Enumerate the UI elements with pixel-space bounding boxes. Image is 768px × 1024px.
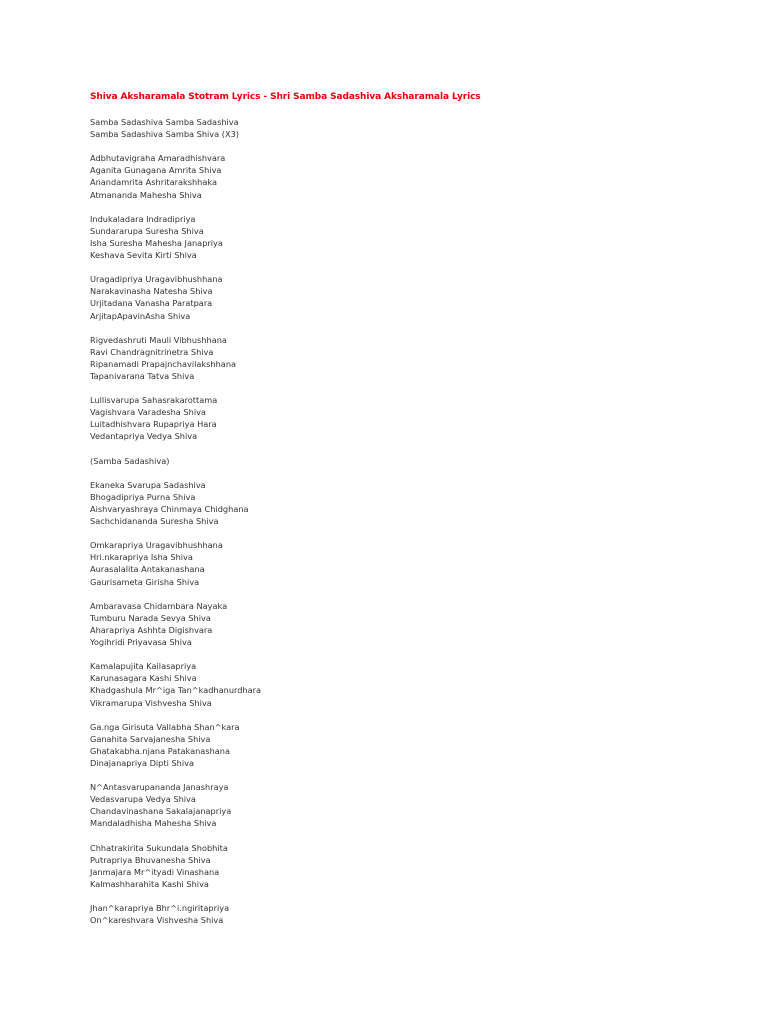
lyrics-line: Tumburu Narada Sevya Shiva (90, 612, 211, 623)
lyrics-stanza (90, 660, 261, 708)
lyrics-body (90, 116, 261, 938)
lyrics-line: Khadgashula Mr^iga Tan^kadhanurdhara (90, 685, 262, 696)
lyrics-line: Janmajara Mr^ityadi Vinashana (90, 866, 220, 877)
lyrics-line: Ripanamadi Prapajnchavilakshhana (90, 358, 237, 369)
lyrics-line: Omkarapriya Uragavibhushhana (90, 540, 223, 551)
lyrics-line: Aurasalalita Antakanashana (90, 564, 205, 575)
lyrics-line: Kalmashharahita Kashi Shiva (90, 878, 209, 889)
lyrics-line: Urjitadana Vanasha Paratpara (90, 298, 213, 309)
lyrics-line: Vikramarupa Vishvesha Shiva (90, 697, 212, 708)
lyrics-line: Ekaneka Svarupa Sadashiva (90, 479, 206, 490)
lyrics-line: (Samba Sadashiva) (90, 455, 170, 466)
lyrics-line: Ravi Chandragnitrinetra Shiva (90, 346, 214, 357)
lyrics-line: Rigvedashruti Mauli Vibhushhana (90, 334, 227, 345)
lyrics-line: Yogihridi Priyavasa Shiva (90, 637, 192, 648)
lyrics-line: Aganita Gunagana Amrita Shiva (90, 165, 222, 176)
lyrics-line: Dinajanapriya Dipti Shiva (90, 757, 194, 768)
lyrics-stanza (90, 152, 261, 200)
lyrics-line: Kamalapujita Kailasapriya (90, 661, 197, 672)
lyrics-line: Jhan^karapriya Bhr^i.ngiritapriya (90, 903, 230, 914)
lyrics-line: Vedasvarupa Vedya Shiva (90, 794, 196, 805)
lyrics-line: Putrapriya Bhuvanesha Shiva (90, 854, 211, 865)
lyrics-line: Uragadipriya Uragavibhushhana (90, 274, 223, 285)
lyrics-line: Aishvaryashraya Chinmaya Chidghana (90, 504, 249, 514)
lyrics-line: N^Antasvarupananda Janashraya (90, 782, 229, 793)
lyrics-line: Keshava Sevita Kirti Shiva (90, 250, 197, 261)
lyrics-line: Indukaladara Indradipriya (90, 213, 196, 224)
lyrics-line: Luitadhishvara Rupapriya Hara (90, 419, 217, 430)
lyrics-line: Ga.nga Girisuta Vallabha Shan^kara (90, 721, 240, 732)
lyrics-line: On^kareshvara Vishvesha Shiva (90, 915, 224, 926)
lyrics-line: Isha Suresha Mahesha Janapriya (90, 237, 223, 248)
lyrics-stanza (90, 600, 261, 648)
lyrics-line: Ambaravasa Chidambara Nayaka (90, 600, 228, 611)
lyrics-stanza (90, 539, 261, 587)
lyrics-stanza (90, 273, 261, 321)
lyrics-line: Chandavinashana Sakalajanapriya (90, 806, 232, 817)
lyrics-line: Karunasagara Kashi Shiva (90, 673, 197, 684)
lyrics-line: Ganahita Sarvajanesha Shiva (90, 733, 211, 744)
lyrics-line: Aharapriya Ashhta Digishvara (90, 624, 213, 635)
lyrics-stanza (90, 721, 261, 769)
lyrics-line: Ghatakabha.njana Patakanashana (90, 745, 231, 756)
lyrics-line: Sachchidananda Suresha Shiva (90, 516, 219, 527)
document-title: Shiva Aksharamala Stotram Lyrics - Shri Samba Sadashiva Aksharamala Lyrics (90, 92, 481, 102)
lyrics-line: Hri.nkarapriya Isha Shiva (90, 552, 193, 563)
lyrics-stanza (90, 334, 261, 382)
lyrics-line: Vedantapriya Vedya Shiva (90, 431, 198, 442)
lyrics-line: Adbhutavigraha Amaradhishvara (90, 153, 226, 164)
lyrics-line: Tapanivarana Tatva Shiva (90, 370, 195, 381)
lyrics-line: ArjitapApavinAsha Shiva (90, 310, 191, 321)
lyrics-stanza (90, 902, 261, 926)
lyrics-stanza (90, 842, 261, 890)
lyrics-stanza (90, 213, 261, 261)
lyrics-stanza (90, 455, 261, 467)
lyrics-stanza (90, 781, 261, 829)
lyrics-line: Anandamrita Ashritarakshhaka (90, 177, 217, 188)
lyrics-line: Sundararupa Suresha Shiva (90, 225, 204, 236)
lyrics-line: Samba Sadashiva Samba Shiva (X3) (90, 129, 239, 140)
lyrics-stanza (90, 394, 261, 442)
lyrics-stanza (90, 116, 261, 140)
lyrics-line: Bhogadipriya Purna Shiva (90, 491, 196, 502)
lyrics-line: Samba Sadashiva Samba Sadashiva (90, 117, 239, 127)
lyrics-line: Gaurisameta Girisha Shiva (90, 576, 200, 587)
lyrics-line: Vagishvara Varadesha Shiva (90, 407, 206, 418)
lyrics-stanza (90, 479, 261, 527)
lyrics-line: Lullisvarupa Sahasrakarottama (90, 395, 218, 406)
lyrics-line: Chhatrakirita Sukundala Shobhita (90, 842, 228, 853)
lyrics-line: Narakavinasha Natesha Shiva (90, 286, 213, 297)
lyrics-line: Mandaladhisha Mahesha Shiva (90, 818, 217, 829)
lyrics-line: Atmananda Mahesha Shiva (90, 189, 202, 200)
